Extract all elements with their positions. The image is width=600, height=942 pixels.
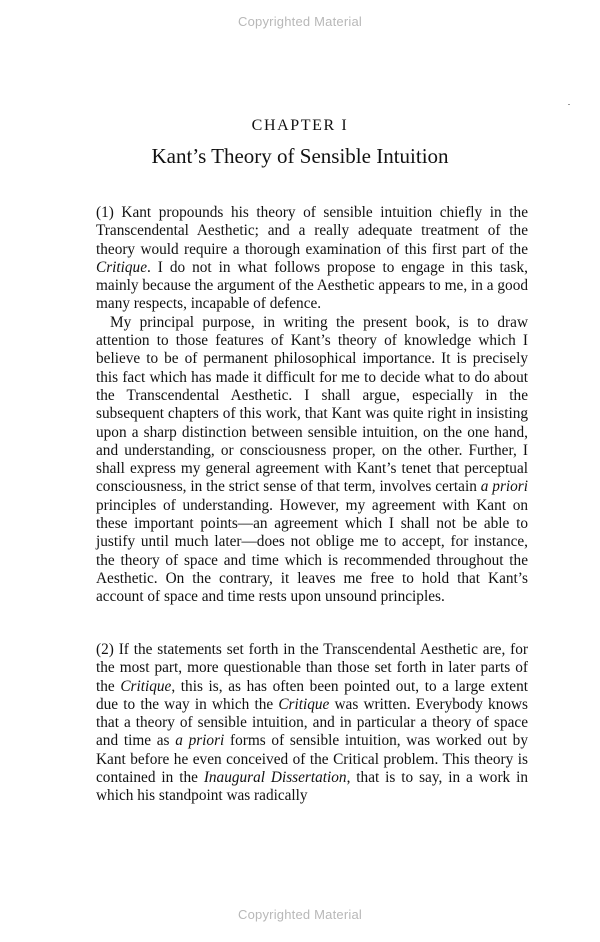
italic-inaugural-dissertation: Inaugural Dissertation (203, 769, 347, 787)
italic-critique: Critique (96, 258, 147, 276)
italic-critique: Critique (120, 677, 172, 695)
section-2-paragraph-1: (2) If the statements set forth in the Transcendental Aesthetic are, for the most part, more questionable than those set forth in later parts of the Critique, this is, as has often been pointed out, to a large extent due to the way in which the Critique was written. Everybody knows that a theory of sensible intuition, and in particular a theory of space and time as a priori forms of sensible intuition, was worked out by Kant before he even conceived of the Critical problem. This theory is contained in the Inaugural Dissertation, that is to say, in a work in which his standpoint was radically (96, 641, 529, 805)
watermark-bottom: Copyrighted Material (238, 907, 362, 922)
italic-critique: Critique (278, 695, 330, 713)
section-2 (96, 641, 528, 806)
section-1 (96, 204, 528, 607)
chapter-title: Kant’s Theory of Sensible Intuition (151, 144, 449, 168)
section-1-paragraph-1: (1) Kant propounds his theory of sensible intuition chiefly in the Transcendental Aesthetic; and a really adequate treatment of the theory would require a thorough examination of this first part of the Critique. I do not in what follows propose to engage in this task, mainly because the argument of the Aesthetic appears to me, in a good many respects, incapable of defence. (96, 204, 528, 313)
watermark-top: Copyrighted Material (238, 14, 362, 29)
scan-speck (568, 104, 570, 105)
italic-a-priori: a priori (480, 478, 528, 496)
chapter-label: CHAPTER I (251, 117, 349, 134)
italic-a-priori: a priori (175, 732, 225, 750)
section-1-paragraph-2: My principal purpose, in writing the present book, is to draw attention to those features of Kant’s theory of knowledge which I believe to be of permanent philosophical importance. It is precisely this fact which has made it difficult for me to decide what to do about the Transcendental Aesthetic. I shall argue, especially in the subsequent chapters of this work, that Kant was quite right in insisting upon a sharp distinction between sensible intuition, on the one hand, and understanding, or consciousness proper, on the other. Further, I shall express my general agreement with Kant’s tenet that perceptual consciousness, in the strict sense of that term, involves certain a priori principles of understanding. However, my agreement with Kant on these important points—an agreement which I shall not be able to justify until much later—does not oblige me to accept, for instance, the theory of space and time which is recommended throughout the Aesthetic. On the contrary, it leaves me free to hold that Kant’s account of space and time rests upon unsound principles. (96, 313, 528, 606)
